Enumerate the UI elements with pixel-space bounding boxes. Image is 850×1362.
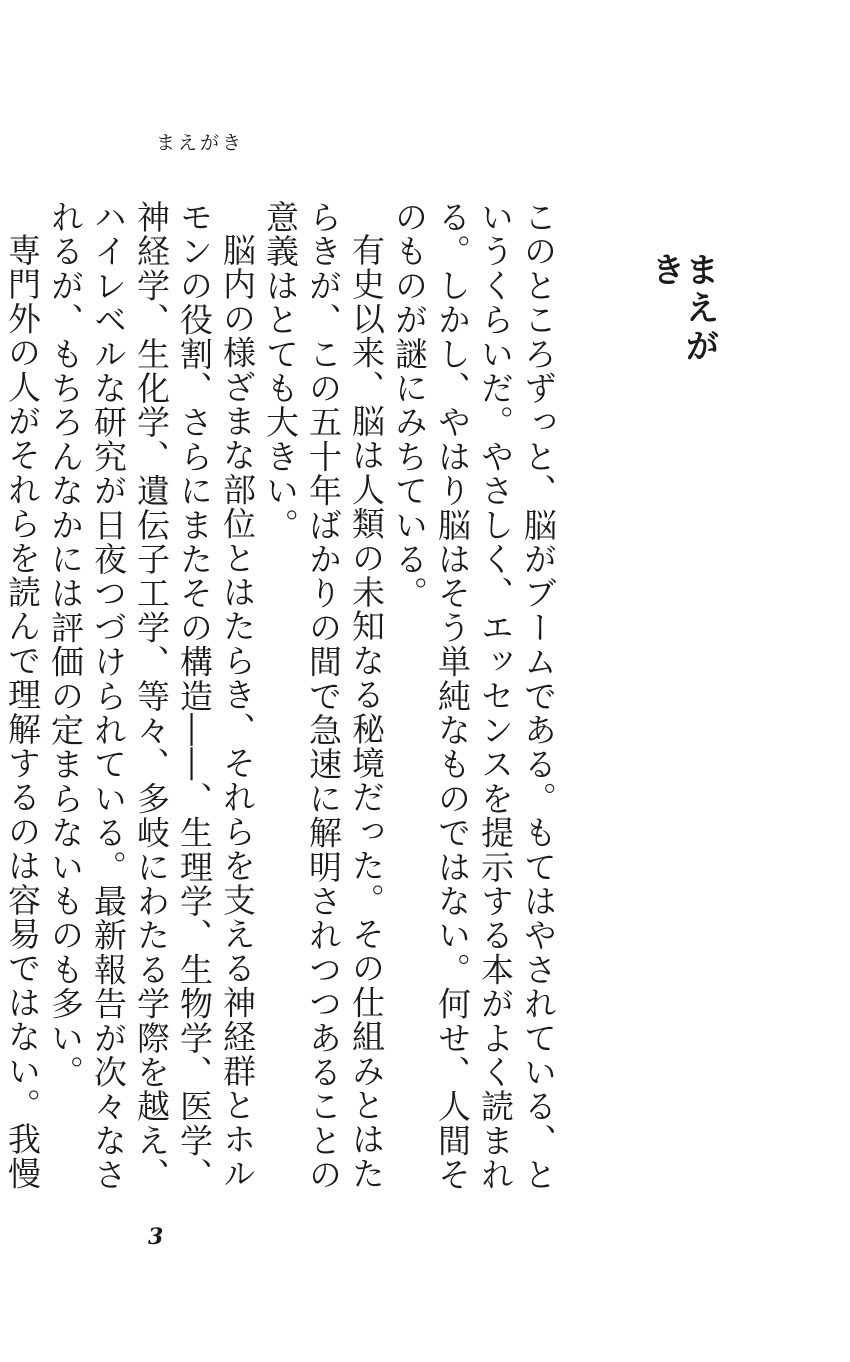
paragraph-3: 脳内の様ざまな部位とはたらき、それらを支える神経群とホルモンの役割、さらにまたその構造――、生理学、生物学、医学、神経学、生化学、遺伝子工学、等々、多岐にわたる学際を越え、ハイレベルな研究が日夜つづけられている。最新報告が次々なされるが、もちろんなかには評価の定まらないものも多い。 <box>46 200 257 1192</box>
paragraph-2: 有史以来、脳は人類の未知なる秘境だった。その仕組みとはたらきが、この五十年ばかりの間で急速に解明されつつあることの意義はとても大きい。 <box>261 200 386 1192</box>
paragraph-1: このところずっと、脳がブームである。もてはやされている、というくらいだ。やさしく、エッセンスを提示する本がよく読まれる。しかし、やはり脳はそう単純なものではない。何せ、人間そのものが謎にみちている。 <box>390 200 558 1192</box>
running-head: まえがき <box>156 132 245 154</box>
paragraph-4: 専門外の人がそれらを読んで理解するのは容易ではない。我慢 <box>3 233 42 1191</box>
chapter-title: まえがき <box>645 252 719 366</box>
body-text <box>3 200 560 1208</box>
page-number: 3 <box>148 1224 164 1250</box>
